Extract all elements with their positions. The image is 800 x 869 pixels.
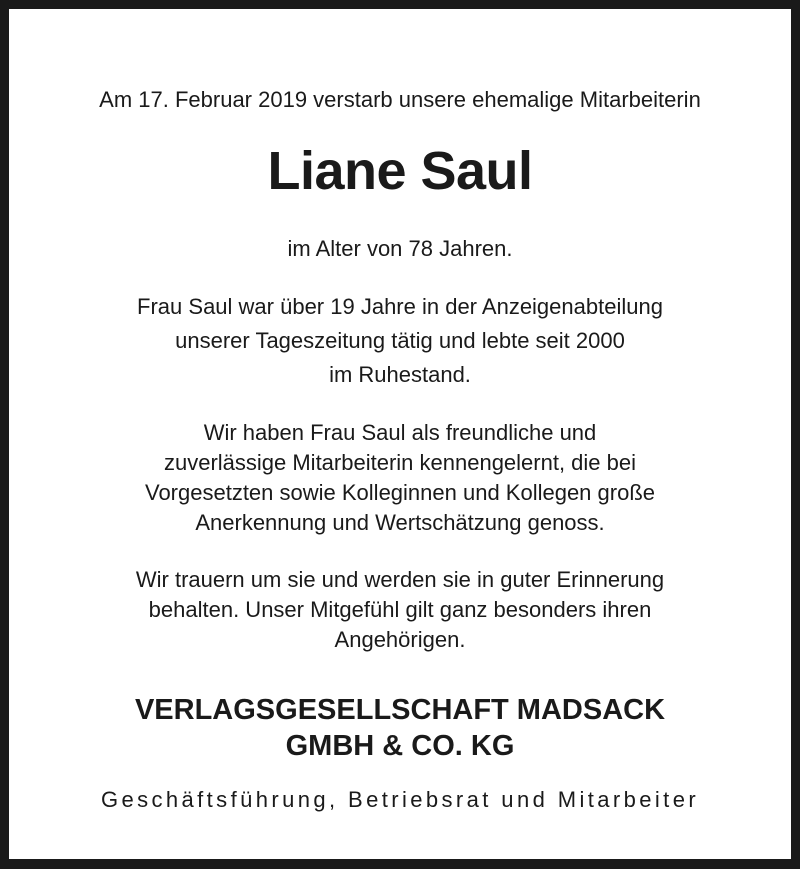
- paragraph-2-line-1: Wir haben Frau Saul als freundliche und: [203, 420, 597, 445]
- company-name-line-1: VERLAGSGESELLSCHAFT MADSACK: [134, 694, 666, 726]
- paragraph-2-line-2: zuverlässige Mitarbeiterin kennengelernt, die bei: [163, 450, 637, 475]
- signatories: Geschäftsführung, Betriebsrat und Mitarbeiter: [100, 787, 700, 812]
- paragraph-1-line-2: unserer Tageszeitung tätig und lebte seit 2000: [175, 328, 625, 353]
- paragraph-3-line-2: behalten. Unser Mitgefühl gilt ganz besonders ihren: [148, 597, 652, 622]
- deceased-name: Liane Saul: [267, 141, 533, 201]
- paragraph-1-line-1: Frau Saul war über 19 Jahre in der Anzeigenabteilung: [137, 294, 663, 319]
- paragraph-2-line-3: Vorgesetzten sowie Kolleginnen und Kollegen große: [144, 480, 656, 505]
- intro-text: Am 17. Februar 2019 verstarb unsere ehemalige Mitarbeiterin: [99, 87, 701, 112]
- paragraph-3-line-1: Wir trauern um sie und werden sie in guter Erinnerung: [135, 567, 665, 592]
- age-line: im Alter von 78 Jahren.: [287, 236, 513, 261]
- paragraph-3-line-3: Angehörigen.: [334, 627, 466, 652]
- paragraph-2-line-4: Anerkennung und Wertschätzung genoss.: [195, 510, 605, 535]
- company-name-line-2: GMBH & CO. KG: [285, 730, 515, 762]
- paragraph-1-line-3: im Ruhestand.: [329, 362, 471, 387]
